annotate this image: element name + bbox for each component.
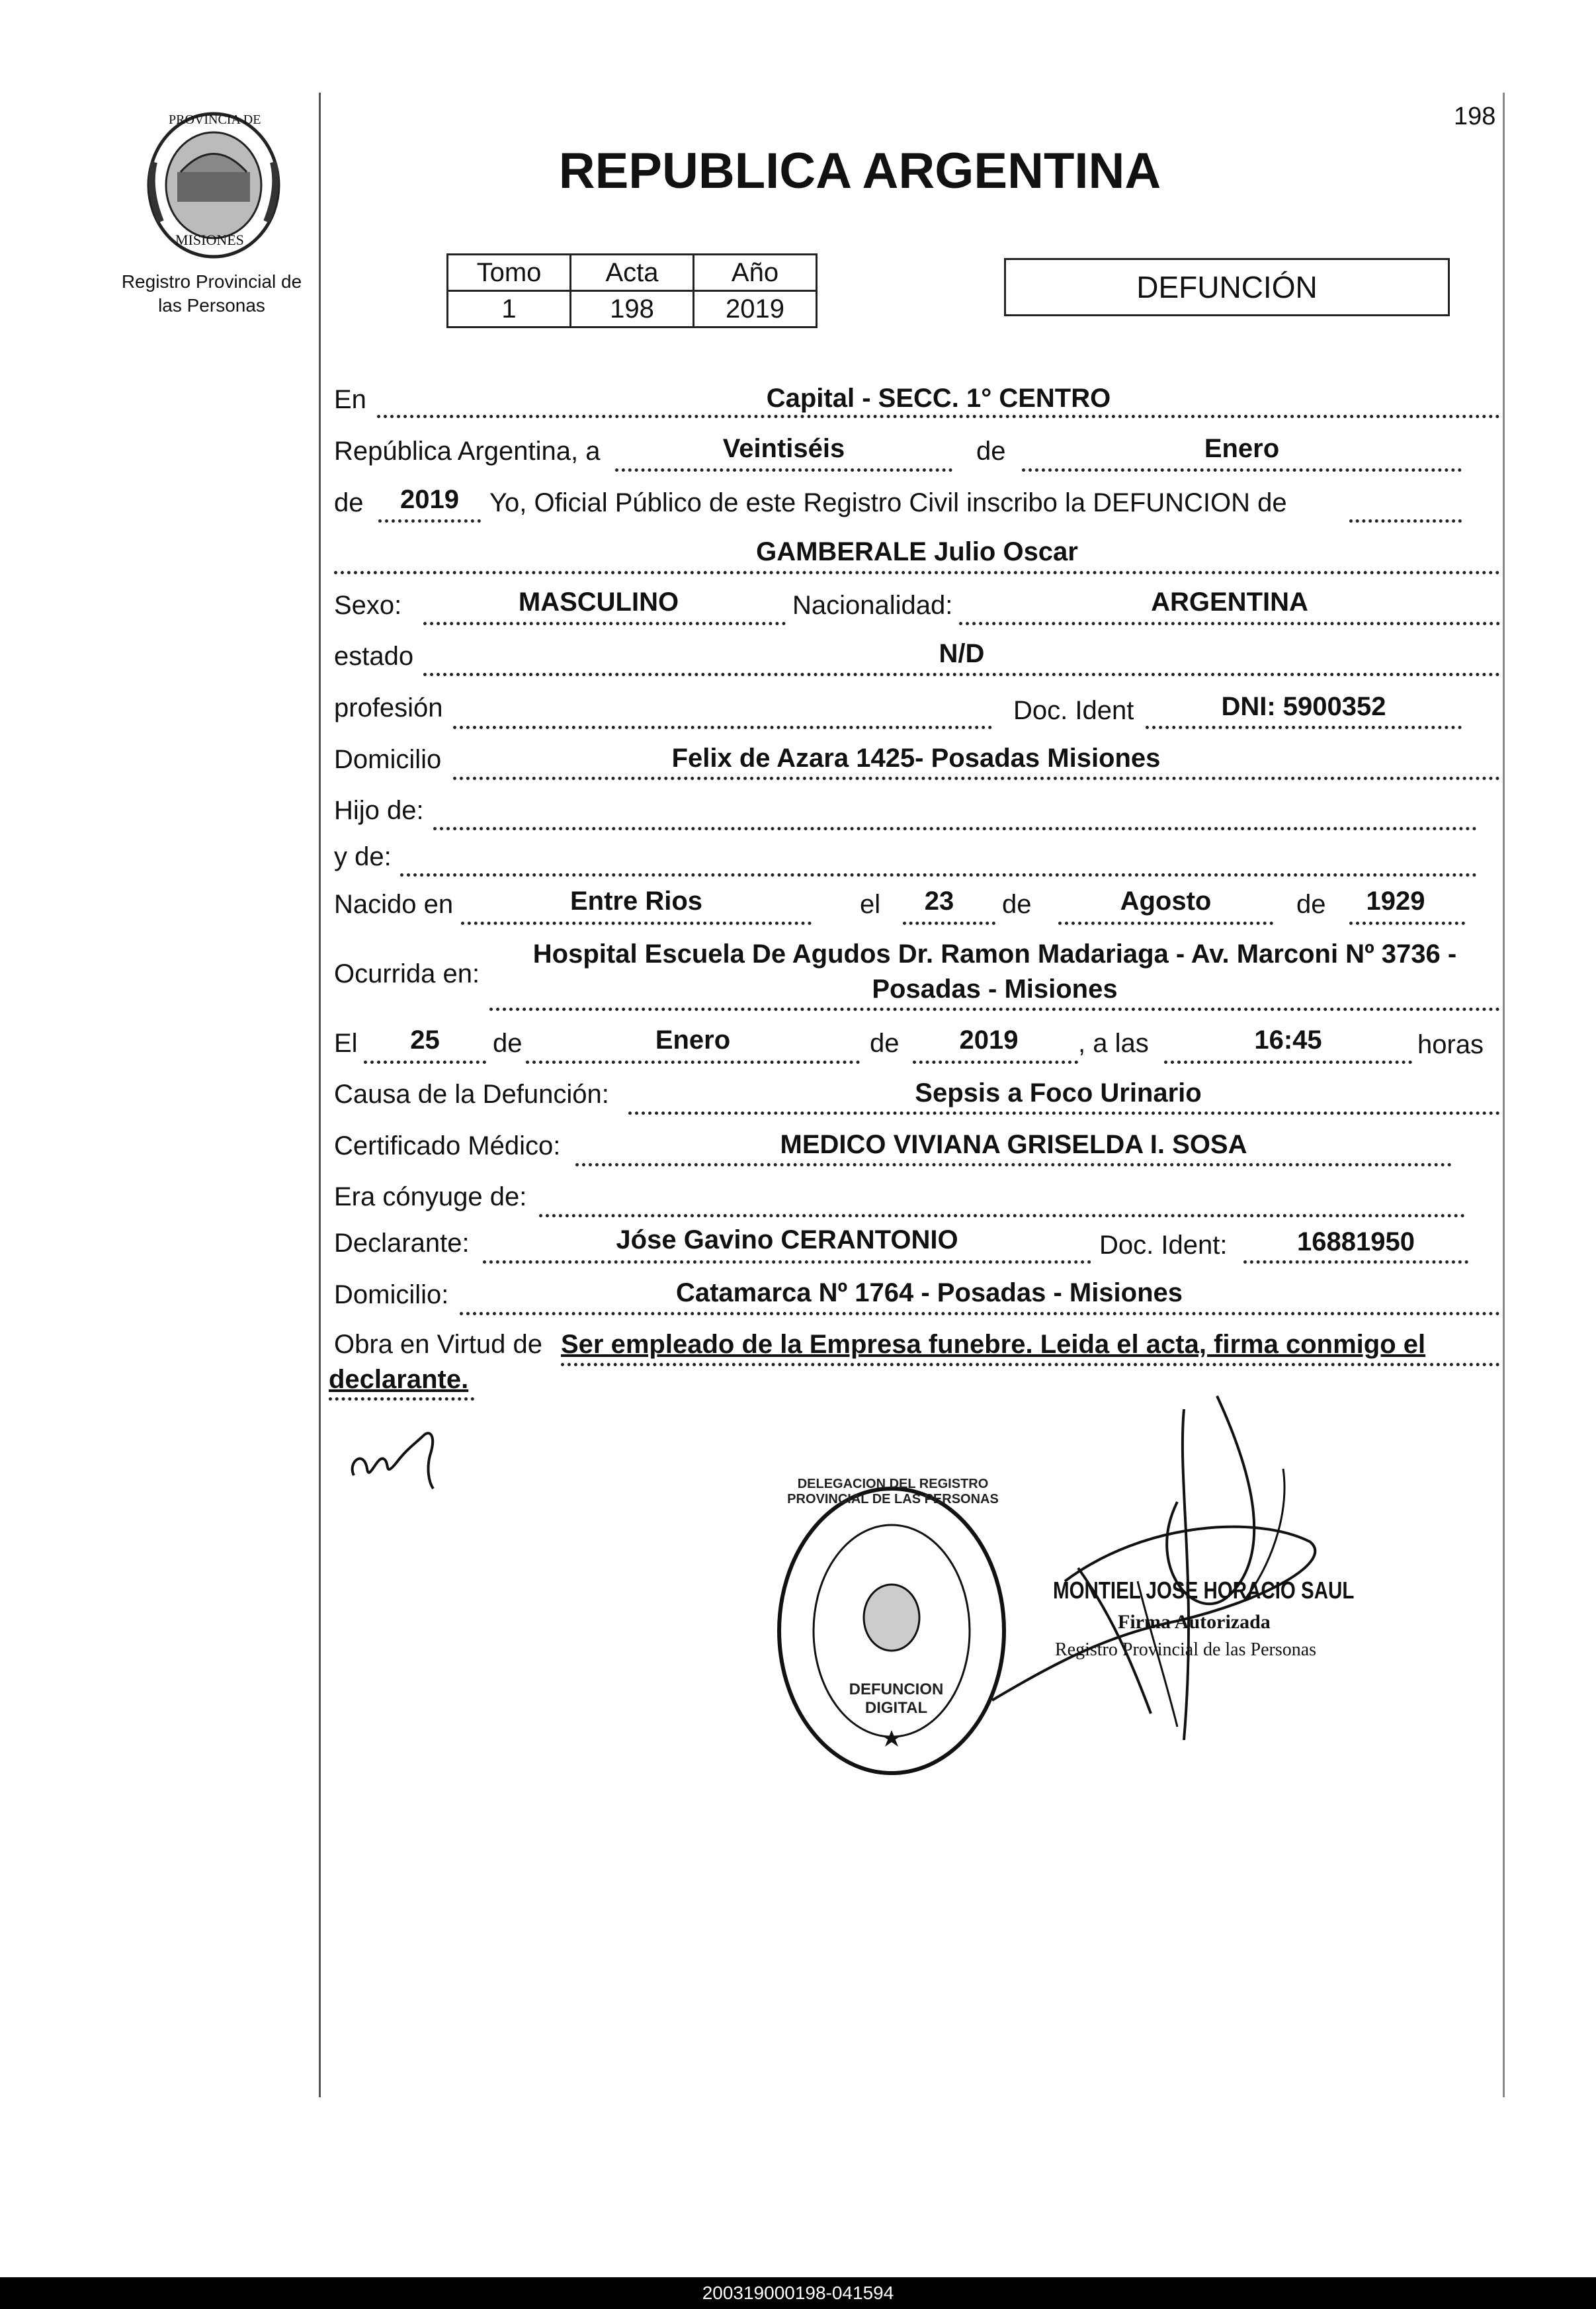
label-causa: Causa de la Defunción: [334, 1080, 609, 1109]
sex-line [423, 622, 786, 625]
virtue-line2-dots [329, 1397, 474, 1401]
medical-certificate-value: MEDICO VIVIANA GRISELDA I. SOSA [780, 1130, 1247, 1159]
label-de-birth-year: de [1296, 890, 1326, 919]
label-doc-ident: Doc. Ident [1013, 696, 1134, 725]
death-place-line2: Posadas - Misiones [872, 975, 1118, 1004]
month-line [1022, 468, 1462, 472]
label-doc-ident-declarant: Doc. Ident: [1099, 1231, 1228, 1260]
registry-name-line1: Registro Provincial de [121, 271, 302, 292]
death-time-value: 16:45 [1254, 1025, 1322, 1055]
death-place-line1: Hospital Escuela De Agudos Dr. Ramon Madariaga - Av. Marconi Nº 3736 - [532, 939, 1457, 969]
document-title: REPUBLICA ARGENTINA [558, 143, 1161, 199]
year-value: 2019 [400, 485, 459, 514]
place-value: Capital - SECC. 1° CENTRO [766, 384, 1111, 413]
doc-id-value: DNI: 5900352 [1221, 692, 1386, 721]
cause-value: Sepsis a Foco Urinario [915, 1078, 1202, 1108]
cause-line [628, 1111, 1500, 1115]
table-value-acta: 198 [571, 291, 694, 327]
day-line [615, 468, 952, 472]
stamp-ring-text: DELEGACION DEL REGISTRO PROVINCIAL DE LAS PERSONAS [787, 1477, 999, 1506]
birth-month-value: Agosto [1120, 887, 1212, 916]
stamp-inner-text: DEFUNCION DIGITAL [849, 1680, 944, 1717]
death-place-line [489, 1008, 1500, 1011]
official-signature [979, 1383, 1349, 1753]
birth-place-line [461, 922, 812, 925]
left-margin-line [319, 93, 321, 2097]
death-month-value: Enero [655, 1025, 731, 1055]
nationality-value: ARGENTINA [1151, 588, 1308, 617]
label-rep-arg: República Argentina, a [334, 437, 601, 466]
death-year-line [913, 1061, 1078, 1064]
registry-name-line2: las Personas [158, 295, 265, 316]
death-day-line [364, 1061, 486, 1064]
civil-status-line [423, 673, 1500, 676]
table-value-tomo: 1 [448, 291, 571, 327]
signer-name: MONTIEL JOSE HORACIO SAUL [1053, 1577, 1355, 1604]
label-de-death-month: de [493, 1029, 523, 1058]
label-certificado: Certificado Médico: [334, 1131, 561, 1160]
declarant-line [483, 1260, 1091, 1264]
table-value-ano: 2019 [694, 291, 817, 327]
yo-oficial-tail-line [1349, 519, 1462, 523]
address-line [453, 777, 1500, 780]
death-time-line [1164, 1061, 1412, 1064]
seal-bottom-text: MISIONES [175, 232, 244, 248]
label-en: En [334, 385, 366, 414]
seal-top-text: PROVINCIA DE [169, 112, 261, 127]
signer-org: Registro Provincial de las Personas [1055, 1639, 1317, 1660]
medical-certificate-line [575, 1163, 1452, 1166]
label-profesion: profesión [334, 693, 443, 722]
doc-id-line [1146, 726, 1462, 729]
footer-code: 200319000198-041594 [0, 2277, 1596, 2309]
table-header-acta: Acta [571, 255, 694, 291]
declarant-signature [344, 1422, 450, 1495]
virtue-line1-dots [561, 1363, 1500, 1366]
signer-role: Firma Autorizada [1118, 1611, 1271, 1633]
label-nacionalidad: Nacionalidad: [792, 591, 953, 620]
birth-month-line [1058, 922, 1273, 925]
label-ocurrida-en: Ocurrida en: [334, 959, 480, 988]
declarant-doc-value: 16881950 [1297, 1227, 1415, 1256]
spouse-line [539, 1214, 1465, 1217]
day-words-value: Veintiséis [722, 434, 845, 463]
label-estado: estado [334, 642, 414, 671]
nationality-line [959, 622, 1500, 625]
birth-year-value: 1929 [1366, 887, 1425, 916]
label-yo-oficial: Yo, Oficial Público de este Registro Civil inscribo la DEFUNCION de [489, 488, 1287, 517]
handwritten-signature-icon [344, 1422, 450, 1495]
birth-place-value: Entre Rios [569, 887, 703, 916]
declarant-address-line [460, 1312, 1500, 1315]
sex-value: MASCULINO [518, 588, 679, 617]
declarant-value: Jóse Gavino CERANTONIO [616, 1225, 958, 1254]
label-horas: horas [1417, 1030, 1484, 1059]
official-stamp [773, 1482, 1011, 1780]
death-day-value: 25 [410, 1025, 440, 1055]
month-value: Enero [1204, 434, 1280, 463]
label-declarante: Declarante: [334, 1229, 470, 1258]
right-margin-line [1503, 93, 1505, 2097]
official-signature-icon [979, 1383, 1349, 1753]
label-de-death-year: de [870, 1029, 900, 1058]
deceased-name-line [334, 571, 1500, 574]
address-value: Felix de Azara 1425- Posadas Misiones [671, 744, 1161, 773]
virtue-line1: Ser empleado de la Empresa funebre. Leida el acta, firma conmigo el [561, 1330, 1426, 1359]
place-line [377, 415, 1500, 418]
label-obra-en-virtud: Obra en Virtud de [334, 1330, 543, 1359]
label-de-birth-month: de [1002, 890, 1032, 919]
label-de-month: de [976, 437, 1006, 466]
label-hijo-de: Hijo de: [334, 796, 424, 825]
label-el-birth: el [860, 890, 881, 919]
label-domicilio-declarant: Domicilio: [334, 1280, 449, 1309]
civil-status-value: N/D [939, 639, 985, 668]
mother-line [400, 873, 1477, 877]
label-nacido-en: Nacido en [334, 890, 454, 919]
death-month-line [526, 1061, 860, 1064]
death-year-value: 2019 [959, 1025, 1019, 1055]
table-header-ano: Año [694, 255, 817, 291]
table-header-tomo: Tomo [448, 255, 571, 291]
birth-day-line [903, 922, 995, 925]
document-type-box: DEFUNCIÓN [1004, 258, 1450, 316]
virtue-line2: declarante. [329, 1365, 469, 1394]
page-number: 198 [1454, 103, 1496, 130]
label-sexo: Sexo: [334, 591, 402, 620]
birth-year-line [1349, 922, 1465, 925]
label-a-las: , a las [1078, 1029, 1149, 1058]
year-line [378, 519, 481, 523]
label-el-death: El [334, 1029, 358, 1058]
profession-line [453, 726, 992, 729]
declarant-address-value: Catamarca Nº 1764 - Posadas - Misiones [675, 1278, 1183, 1307]
birth-day-value: 23 [924, 887, 954, 916]
label-y-de: y de: [334, 842, 392, 871]
label-domicilio: Domicilio [334, 745, 442, 774]
declarant-doc-line [1243, 1260, 1468, 1264]
register-table [446, 253, 818, 328]
deceased-name-value: GAMBERALE Julio Oscar [756, 537, 1078, 566]
registry-stamp-icon [773, 1482, 1011, 1780]
label-conyuge: Era cónyuge de: [334, 1182, 527, 1211]
label-de-year: de [334, 488, 364, 517]
father-line [433, 827, 1477, 830]
